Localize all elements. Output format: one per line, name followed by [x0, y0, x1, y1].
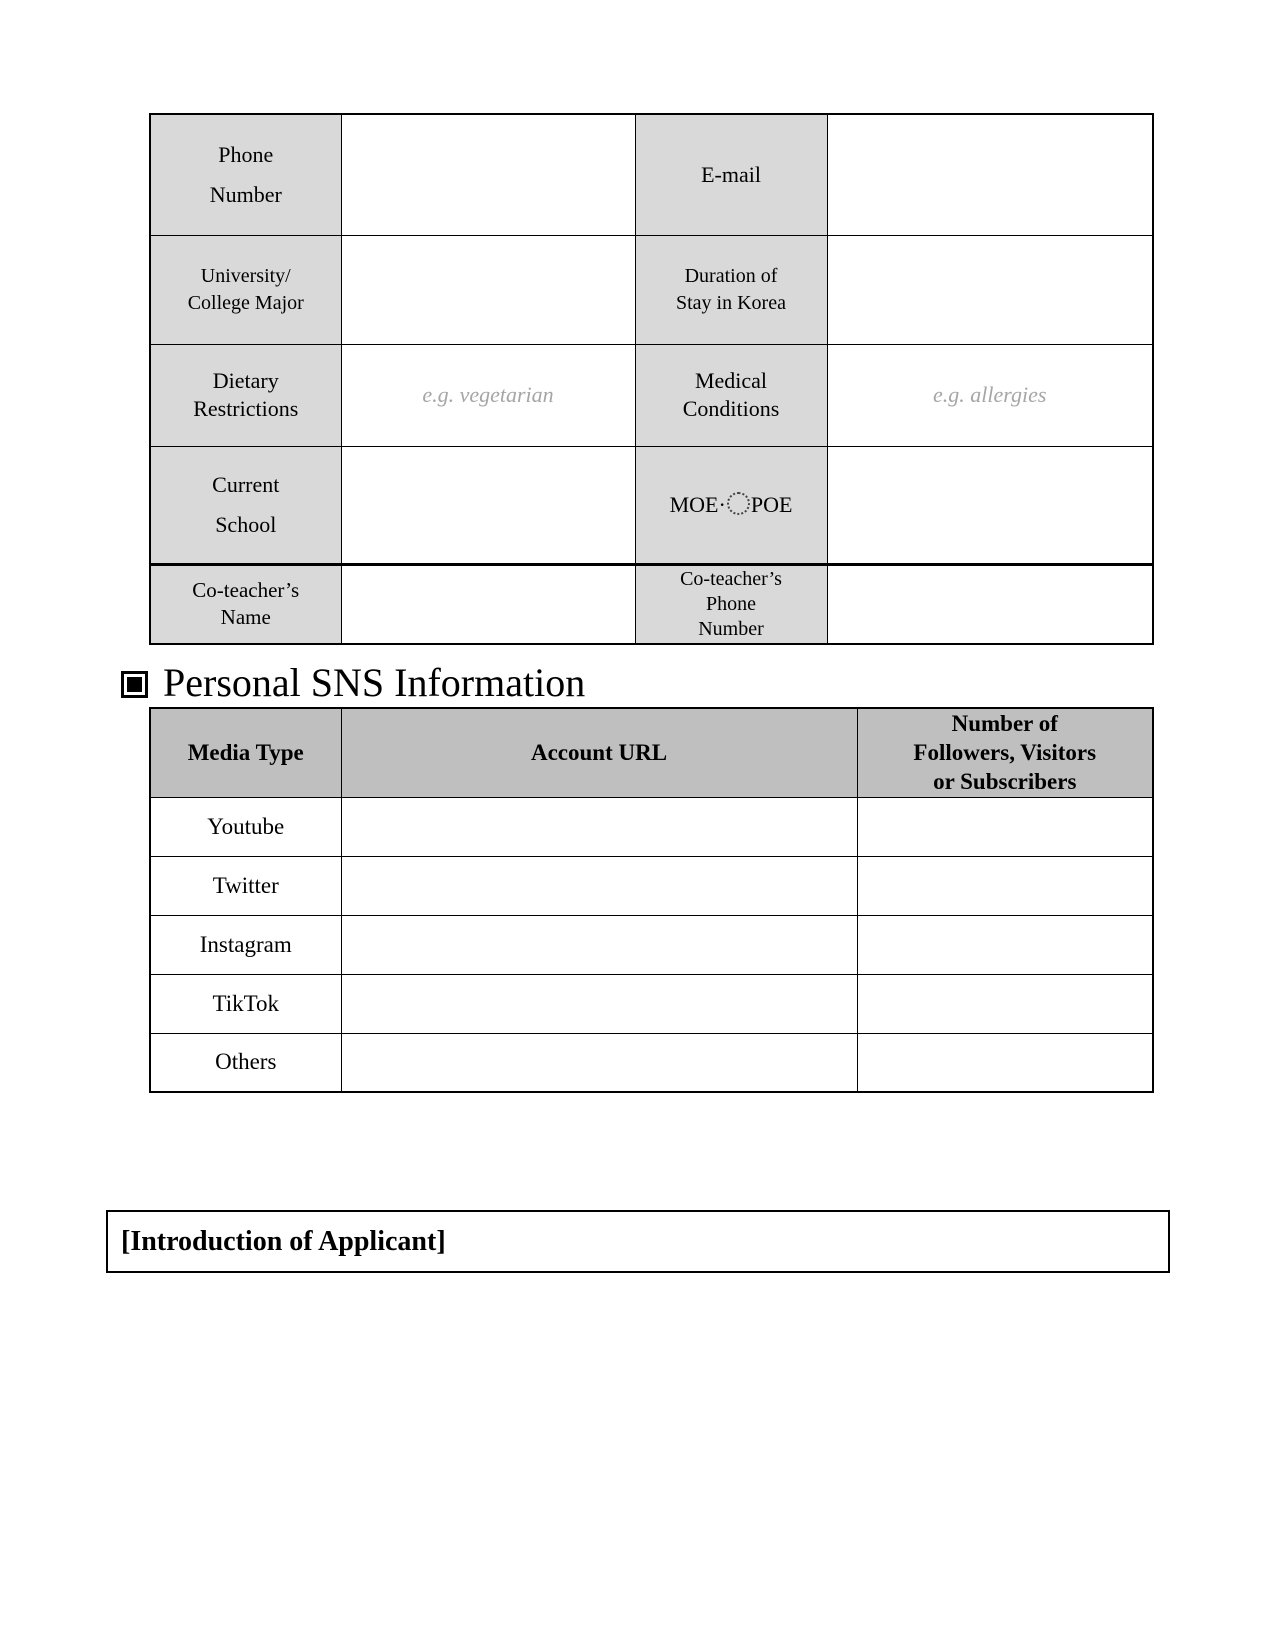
university-major-field[interactable]	[341, 235, 635, 344]
label-duration-of-stay: Duration of Stay in Korea	[635, 235, 827, 344]
dotted-circle-icon	[727, 492, 750, 515]
introduction-section-box[interactable]	[106, 1210, 1170, 1273]
table-row	[150, 974, 1153, 1033]
medical-placeholder-text: e.g. allergies	[933, 382, 1047, 407]
dietary-placeholder-text: e.g. vegetarian	[422, 382, 554, 407]
sns-heading-text: Personal SNS Information	[163, 659, 586, 705]
tiktok-followers-field[interactable]	[857, 974, 1153, 1033]
phone-number-field[interactable]	[341, 114, 635, 235]
instagram-account-url-field[interactable]	[341, 915, 857, 974]
sns-row-instagram-label: Instagram	[150, 915, 341, 974]
moe-poe-field[interactable]	[827, 446, 1153, 564]
sns-row-others-label: Others	[150, 1033, 341, 1092]
label-medical-conditions: Medical Conditions	[635, 344, 827, 446]
current-school-field[interactable]	[341, 446, 635, 564]
twitter-followers-field[interactable]	[857, 856, 1153, 915]
email-field[interactable]	[827, 114, 1153, 235]
youtube-followers-field[interactable]	[857, 797, 1153, 856]
applicant-info-table	[149, 113, 1154, 645]
sns-section-heading	[121, 659, 585, 705]
instagram-followers-field[interactable]	[857, 915, 1153, 974]
sns-row-twitter-label: Twitter	[150, 856, 341, 915]
dietary-restrictions-field[interactable]	[341, 344, 635, 446]
others-followers-field[interactable]	[857, 1033, 1153, 1092]
label-co-teacher-name: Co-teacher’s Name	[150, 564, 341, 644]
sns-table	[149, 707, 1154, 1093]
label-email: E-mail	[635, 114, 827, 235]
sns-col-header-followers: Number of Followers, Visitors or Subscribers	[857, 708, 1153, 797]
sns-col-header-account-url: Account URL	[341, 708, 857, 797]
twitter-account-url-field[interactable]	[341, 856, 857, 915]
co-teacher-name-field[interactable]	[341, 564, 635, 644]
co-teacher-phone-field[interactable]	[827, 564, 1153, 644]
sns-row-youtube-label: Youtube	[150, 797, 341, 856]
label-university-college-major: University/ College Major	[150, 235, 341, 344]
table-row	[150, 856, 1153, 915]
table-row	[150, 915, 1153, 974]
label-co-teacher-phone: Co-teacher’s Phone Number	[635, 564, 827, 644]
label-dietary-restrictions: Dietary Restrictions	[150, 344, 341, 446]
youtube-account-url-field[interactable]	[341, 797, 857, 856]
duration-of-stay-field[interactable]	[827, 235, 1153, 344]
table-row	[150, 1033, 1153, 1092]
introduction-title: [Introduction of Applicant]	[121, 1225, 446, 1257]
medical-conditions-field[interactable]	[827, 344, 1153, 446]
tiktok-account-url-field[interactable]	[341, 974, 857, 1033]
others-account-url-field[interactable]	[341, 1033, 857, 1092]
sns-row-tiktok-label: TikTok	[150, 974, 341, 1033]
label-current-school: Current School	[150, 446, 341, 564]
sns-col-header-media-type: Media Type	[150, 708, 341, 797]
label-phone-number: Phone Number	[150, 114, 341, 235]
section-bullet-icon	[121, 671, 148, 698]
table-row	[150, 797, 1153, 856]
label-moe-poe: MOE· POE	[635, 446, 827, 564]
